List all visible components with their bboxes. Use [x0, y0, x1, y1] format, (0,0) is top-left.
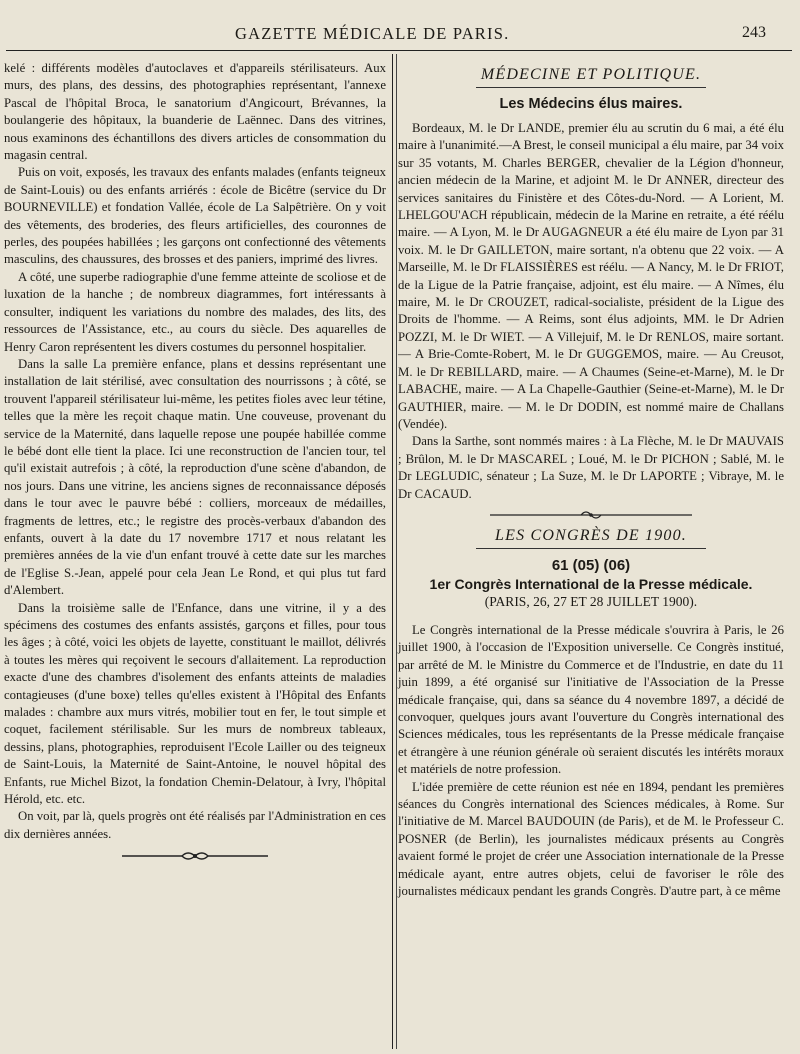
- classification-code: 61 (05) (06): [551, 556, 631, 574]
- paragraph: Dans la salle La première enfance, plans et dessins représentant une installation de lait stérilisé, avec consultation des nourrissons ; à côté, se trouvent l'appareil stérilisateur lui-même, les petites fioles avec leur tétine, telles que la mère les reçoit chaque matin. Une couveuse, provenant du service de la Maternité, dans laquelle repose une poupée habillée comme le bébé dont elle tient la place. Ici une reconstruction de l'ancien tour, tel qu'il existait autrefois ; à côté, la reproduction d'une scène d'abandon, de nos jours. Dans une vitrine, les anciens signes de reconnaissance déposés dans le tour avec le pauvre bébé : colliers, morceaux de médailles, fragments de lettres, etc.; le registre des procès-verbaux d'abandon des enfants, ouvert à la date du 17 novembre 1717 et nous relatant les premières années de la vie d'un enfant trouvé à cette date sur les marches de l'Eglise S.-Jean, appelé pour cela Jean Le Rond, et qui plus tut fard d'Alembert.: [4, 356, 386, 598]
- running-head: [0, 24, 800, 48]
- section-title: LES CONGRÈS DE 1900.: [495, 526, 687, 544]
- paragraph: Puis on voit, exposés, les travaux des enfants malades (enfants teigneux de Saint-Louis) ou des enfants arriérés : école de Bicêtre (service du Dr BOURNEVILLE) et fondation Vallée, école de La Salpêtrière. On y voit des vêtements, des broderies, des fleurs artificielles, des couronnes de perles, des poupées habillées ; les garçons ont confectionné des vêtements masculins, des chaussures, des brosses et des paniers, imprimé des livres.: [4, 165, 386, 267]
- column-rule-thin: [396, 54, 397, 1049]
- column-rule: [392, 54, 393, 1049]
- congress-title: 1er Congrès International de la Presse médicale.: [429, 575, 753, 592]
- paragraph: Le Congrès international de la Presse médicale s'ouvrira à Paris, le 26 juillet 1900, à l'occasion de l'Exposition universelle. Ce Congrès institué, par arrêté de M. le Ministre du Commerce et de l'Industrie, en date du 11 juin 1899, a été organisé sur l'initiative de l'Association de la Presse médicale française, qui, dans sa séance du 4 novembre 1897, a décidé de convoquer, quelques jours avant l'ouverture du Congrès international des Sciences médicales, tous les représentants de la Presse médicale française et étrangère à une réunion générale où seraient discutés les intérêts moraux et matériels de notre profession.: [398, 622, 784, 777]
- running-title: GAZETTE MÉDICALE DE PARIS.: [235, 24, 510, 43]
- fleuron-ornament: [120, 849, 270, 863]
- left-column: [4, 60, 386, 869]
- paragraph: A côté, une superbe radiographie d'une femme atteinte de scoliose et de luxation de la hanche ; de nombreux diagrammes, fort intéressants à consulter, indiquent les variations du nombre des malades, des lits, des ressources de l'Assistance, etc., au cours du siècle. Des aquarelles de Henry Caron représentent les divers costumes du personnel hospitalier.: [4, 269, 386, 354]
- section-rule: [476, 87, 706, 88]
- paragraph: L'idée première de cette réunion est née en 1894, pendant les premières séances du Congrès international des Sciences médicales, à Rome. Sur l'initiative de M. Marcel BAUDOUIN (de Paris), et de M. le Professeur C. POSNER (de Berlin), les journalistes médicaux présents au Congrès avaient formé le projet de créer une Association internationale de la Presse médicale ayant, entre autres objets, celui de favoriser le rôle des journalistes médicaux pendant les grands Congrès. D'autre part, à ce même: [398, 779, 784, 899]
- paragraph: Dans la Sarthe, sont nommés maires : à La Flèche, M. le Dr MAUVAIS ; Brûlon, M. le Dr MASCAREL ; Loué, M. le Dr PICHON ; Sablé, M. le Dr LEGLUDIC, sénateur ; La Suze, M. le Dr LAPORTE ; Vibraye, M. le Dr CACAUD.: [398, 434, 784, 501]
- paragraph: Bordeaux, M. le Dr LANDE, premier élu au scrutin du 6 mai, a été élu maire à l'unanimité.—A Brest, le conseil municipal a élu maire, par 34 voix sur 35 votants, M. Charles BERGER, chevalier de la Légion d'honneur, ancien médecin de la Marine, et adjoint M. le Dr ANNER, directeur des services sanitaires du Finistère et des Côtes-du-Nord. — A Lorient, M. LHELGOU'ACH républicain, médecin de la Marine en retraite, a été réélu maire. — A Lyon, M. le Dr AUGAGNEUR a été élu maire de Lyon par 31 voix. M. le Dr GAILLETON, maire sortant, n'a obtenu que 22 voix. — A Marseille, M. le Dr FLAISSIÈRES est réélu. — A Nancy, M. le Dr FRIOT, de la Ligue de la Patrie française, adjoint, est élu maire. — A Nîmes, élu maire, M. le Dr CROUZET, radical-socialiste, président de la Ligue des Droits de l'homme. — A Reims, sont élus adjoints, MM. le Dr Adrien POZZI, M. le Dr WIET. — A Villejuif, M. le Dr RENLOS, maire sortant. — A Brie-Comte-Robert, M. le Dr GUGGEMOS, maire. — Au Creusot, M. le Dr REBILLARD, maire. — A Chaumes (Seine-et-Marne), M. le Dr LABACHE, maire. — A La Chapelle-Gauthier (Seine-et-Marne), M. le Dr GAUTHIER, maire. — M. le Dr DODIN, est nommé maire de Challans (Vendée).: [398, 121, 784, 431]
- paragraph: On voit, par là, quels progrès ont été réalisés par l'Administration en ces dix dernières années.: [4, 809, 386, 841]
- fleuron-ornament: [486, 509, 696, 521]
- section-title: MÉDECINE ET POLITIQUE.: [480, 66, 702, 83]
- right-column: [398, 60, 784, 900]
- header-rule: [6, 50, 792, 51]
- paragraph: kelé : différents modèles d'autoclaves et d'appareils stérilisateurs. Aux murs, des plans, des dessins, des photographies représentant, l'annexe Pascal de l'hôpital Broca, le sanatorium d'Angicourt, Brévannes, la boulangerie des hôpitaux, la buanderie de Laënnec. Dans des vitrines, nous examinons des échantillons des divers articles de consommation du magasin central.: [4, 61, 386, 163]
- section-subtitle: Les Médecins élus maires.: [499, 96, 683, 112]
- page-number: 243: [742, 24, 766, 41]
- section-rule: [476, 548, 706, 549]
- congress-date: (PARIS, 26, 27 ET 28 JUILLET 1900).: [484, 593, 698, 609]
- paragraph: Dans la troisième salle de l'Enfance, dans une vitrine, il y a des spécimens des costumes des enfants assistés, garçons et filles, pour tous les âges ; à côté, voici les objets de layette, constituant le maillot, délivrés à toutes les mères qui reçoivent le secours d'allaitement. La reproduction exacte d'une des chambres d'isolement des enfants atteints de maladies contagieuses (d'une boxe) telles qu'elles existent à l'Hôpital des Enfants malades : chambre aux murs vitrés, mobilier tout en fer, le tout simple et coquet, facilement stérilisable. Sur les murs de nombreux tableaux, dessins, plans, photographies, reproduisent l'Ecole Lailler ou des teigneux de Saint-Louis, la Maternité de Saint-Antoine, le nouvel hôpital des Enfants, rue Michel Bizot, la fondation Chemin-Delatour, à Ivry, l'hôpital Hérold, etc. etc.: [4, 600, 386, 807]
